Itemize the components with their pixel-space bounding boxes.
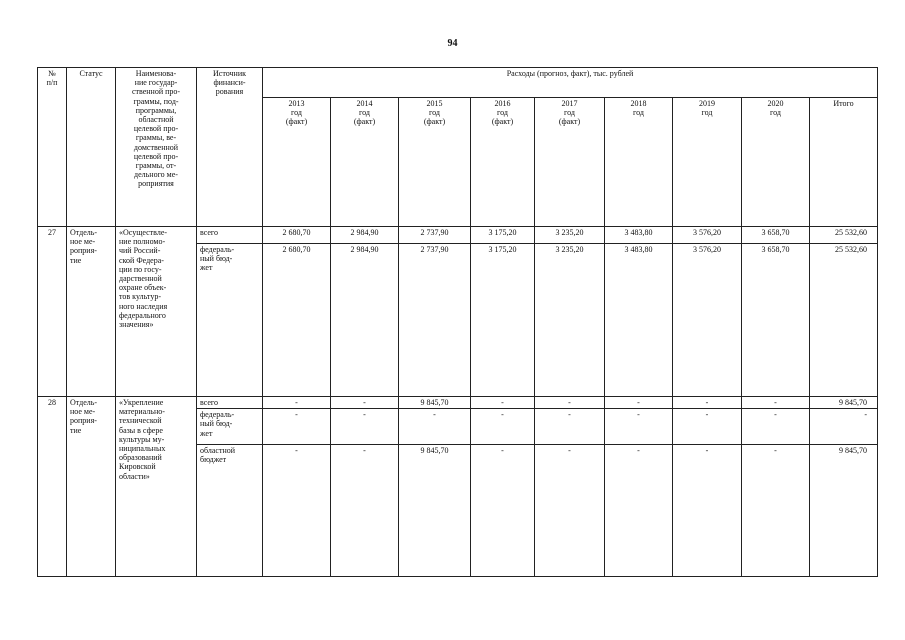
source-label: областной бюджет	[197, 445, 263, 577]
header-year: 2018 год	[605, 98, 673, 227]
row-name: «Укрепление материально- технической базы в сфере культуры му- ниципальных образований Кировской области»	[116, 397, 197, 577]
value-cell: 2 680,70	[263, 227, 331, 244]
total-cell: -	[810, 409, 878, 445]
source-label: федераль- ный бюд- жет	[197, 409, 263, 445]
header-year: 2019 год	[673, 98, 742, 227]
value-cell: -	[263, 445, 331, 577]
value-cell: -	[263, 397, 331, 409]
header-expenses: Расходы (прогноз, факт), тыс. рублей	[263, 68, 878, 98]
value-cell: -	[673, 409, 742, 445]
value-cell: 3 235,20	[535, 227, 605, 244]
page-number: 94	[447, 38, 458, 49]
value-cell: -	[535, 397, 605, 409]
header-year: 2017 год (факт)	[535, 98, 605, 227]
header-name: Наименова- ние государ- ственной про- граммы, под- программы, областной целевой про- граммы, ве- домственной целевой про- граммы, от- дельного ме- роприятия	[116, 68, 197, 227]
value-cell: -	[263, 409, 331, 445]
value-cell: -	[742, 445, 810, 577]
source-label: всего	[197, 227, 263, 244]
value-cell: -	[673, 397, 742, 409]
table-row	[38, 397, 878, 409]
value-cell: -	[471, 409, 535, 445]
header-source: Источник финанси- рования	[197, 68, 263, 227]
total-cell: 9 845,70	[810, 445, 878, 577]
value-cell: 2 680,70	[263, 244, 331, 397]
value-cell: 3 175,20	[471, 244, 535, 397]
header-year: 2013 год (факт)	[263, 98, 331, 227]
value-cell: -	[399, 409, 471, 445]
value-cell: -	[331, 397, 399, 409]
header-total: Итого	[810, 98, 878, 227]
value-cell: 9 845,70	[399, 397, 471, 409]
value-cell: 3 483,80	[605, 227, 673, 244]
value-cell: -	[535, 409, 605, 445]
source-label: федераль- ный бюд- жет	[197, 244, 263, 397]
header-year: 2014 год (факт)	[331, 98, 399, 227]
value-cell: 2 737,90	[399, 244, 471, 397]
value-cell: 3 483,80	[605, 244, 673, 397]
value-cell: 2 984,90	[331, 227, 399, 244]
value-cell: 9 845,70	[399, 445, 471, 577]
row-number: 27	[38, 227, 67, 397]
value-cell: 2 737,90	[399, 227, 471, 244]
total-cell: 25 532,60	[810, 244, 878, 397]
value-cell: -	[673, 445, 742, 577]
row-status: Отдель- ное ме- роприя- тие	[67, 397, 116, 577]
value-cell: 2 984,90	[331, 244, 399, 397]
value-cell: -	[742, 397, 810, 409]
header-year: 2016 год (факт)	[471, 98, 535, 227]
header-status: Статус	[67, 68, 116, 227]
value-cell: 3 658,70	[742, 227, 810, 244]
source-label: всего	[197, 397, 263, 409]
expenses-table	[37, 67, 878, 577]
total-cell: 9 845,70	[810, 397, 878, 409]
table-row	[38, 227, 878, 244]
value-cell: -	[605, 397, 673, 409]
header-num: № п/п	[38, 68, 67, 227]
value-cell: -	[742, 409, 810, 445]
value-cell: 3 658,70	[742, 244, 810, 397]
value-cell: -	[331, 445, 399, 577]
value-cell: -	[471, 445, 535, 577]
value-cell: -	[535, 445, 605, 577]
value-cell: 3 175,20	[471, 227, 535, 244]
header-year: 2015 год (факт)	[399, 98, 471, 227]
value-cell: 3 235,20	[535, 244, 605, 397]
value-cell: 3 576,20	[673, 227, 742, 244]
row-name: «Осуществле- ние полномо- чий Россий- ской Федера- ции по госу- дарственной охране объек- тов культур- ного наследия федерального значения»	[116, 227, 197, 397]
row-number: 28	[38, 397, 67, 577]
value-cell: 3 576,20	[673, 244, 742, 397]
header-year: 2020 год	[742, 98, 810, 227]
value-cell: -	[605, 445, 673, 577]
value-cell: -	[331, 409, 399, 445]
value-cell: -	[471, 397, 535, 409]
total-cell: 25 532,60	[810, 227, 878, 244]
row-status: Отдель- ное ме- роприя- тие	[67, 227, 116, 397]
value-cell: -	[605, 409, 673, 445]
